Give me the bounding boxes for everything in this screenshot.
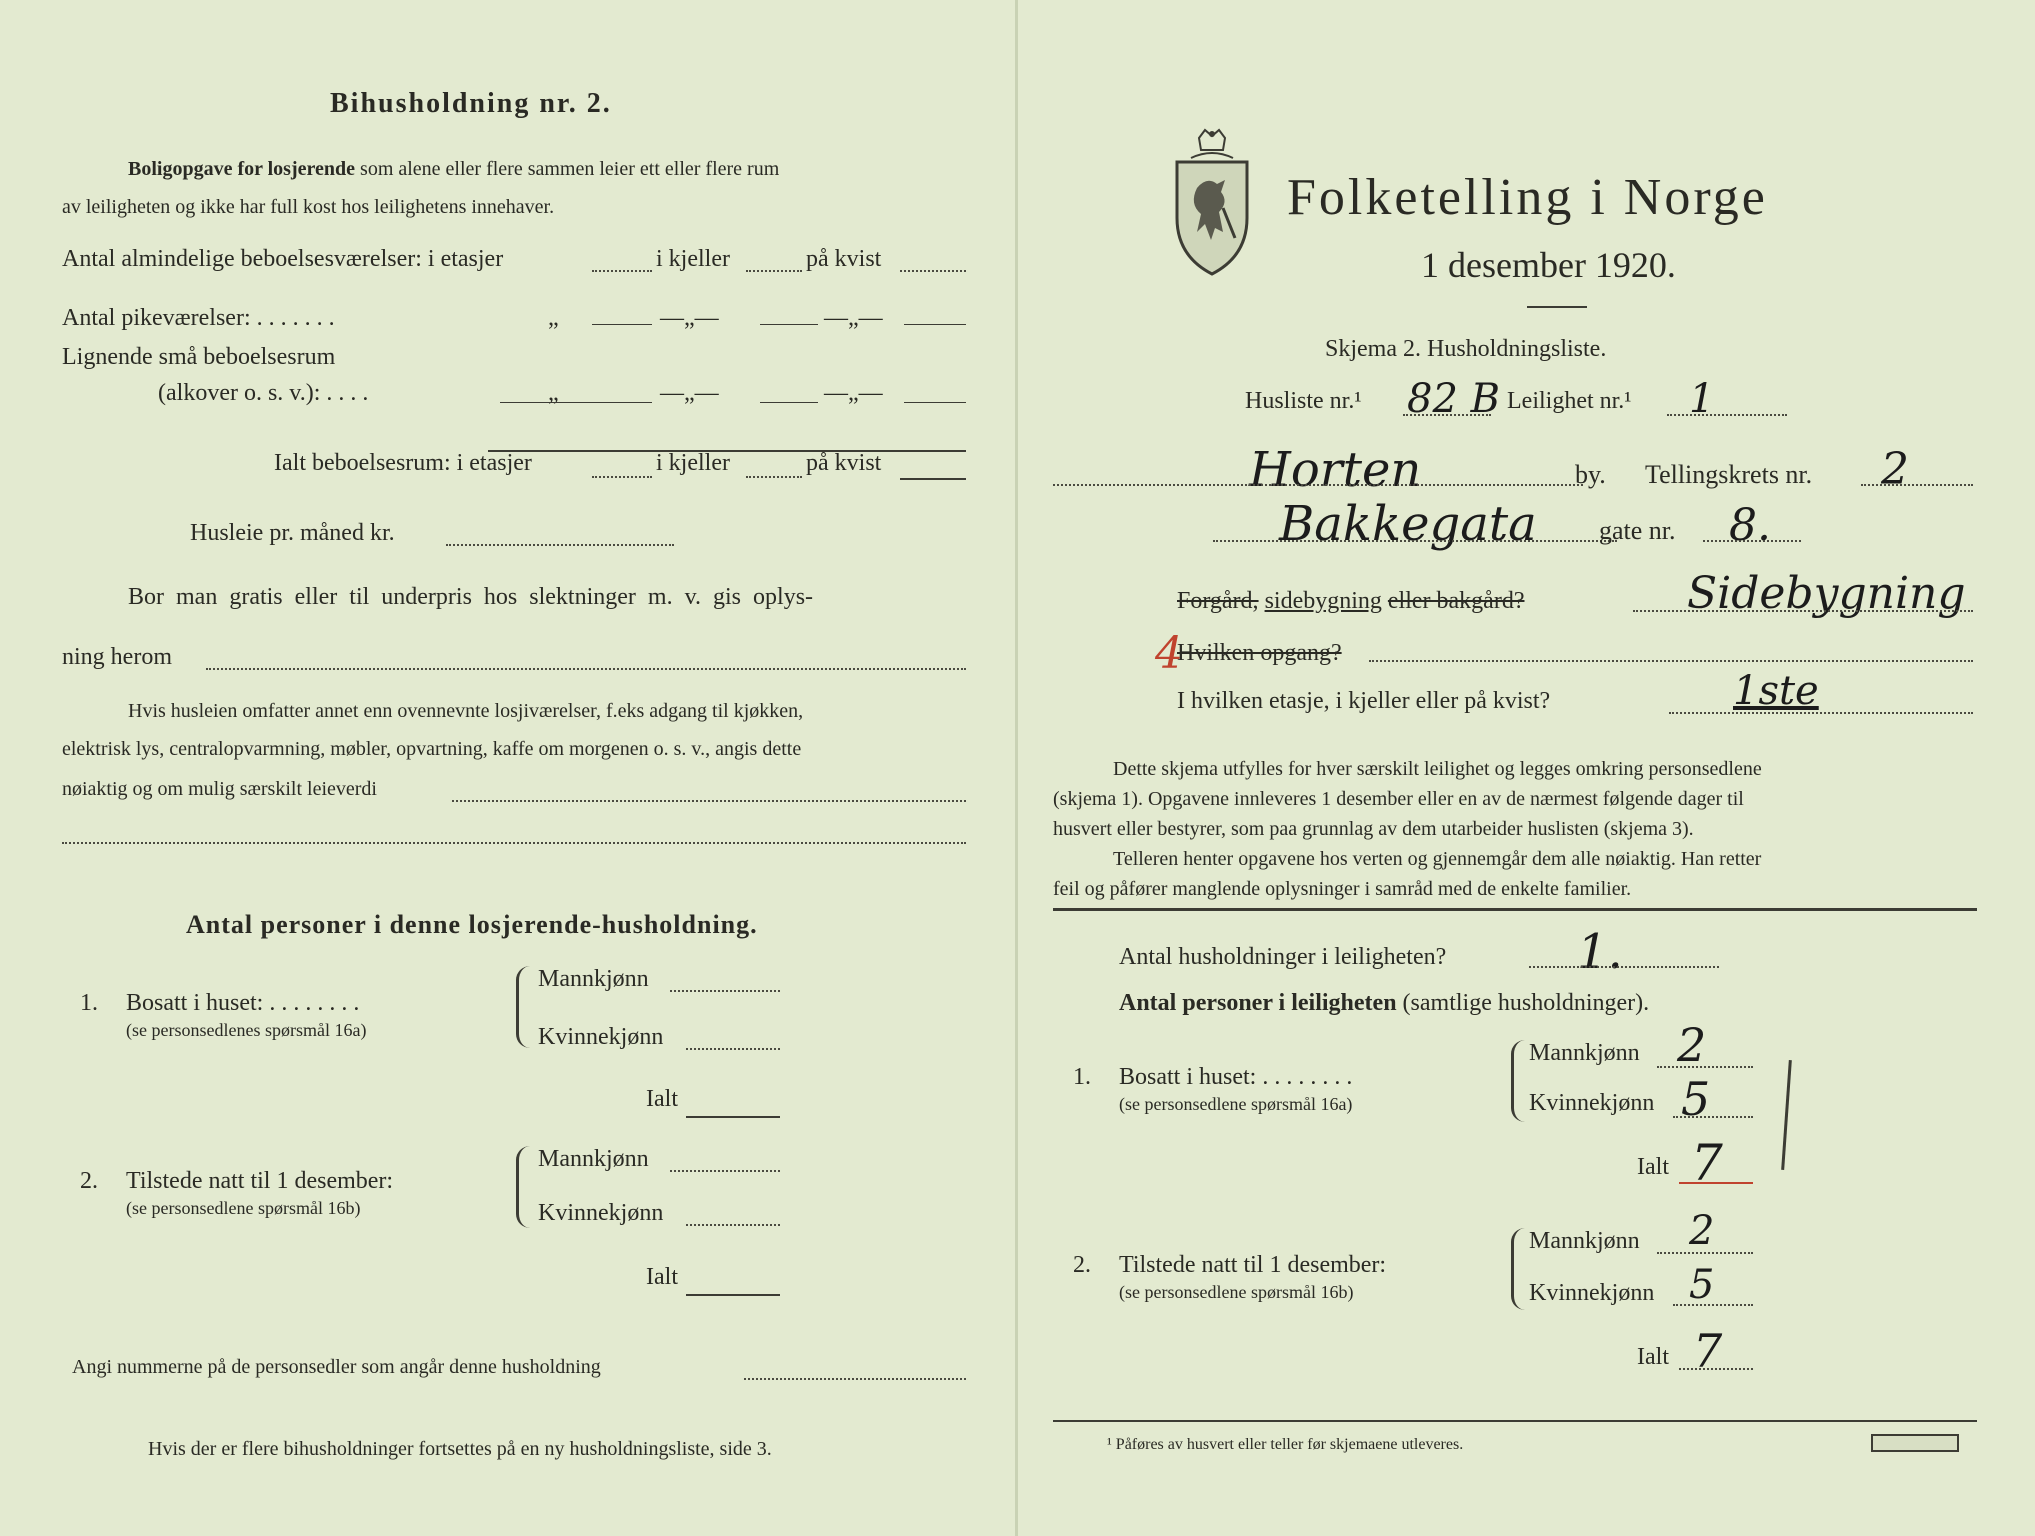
- husleie-label: Husleie pr. måned kr.: [190, 520, 395, 546]
- left-q1-ialt-label: Ialt: [646, 1086, 678, 1112]
- right-q1-mann-field: [1657, 1066, 1753, 1068]
- city-value[interactable]: Horten: [1249, 442, 1422, 498]
- left-q2-kvinne-field[interactable]: [686, 1224, 780, 1226]
- husleie-field[interactable]: [446, 544, 674, 546]
- lignende-etasjer-field[interactable]: [500, 402, 652, 403]
- ialt-kjeller-field[interactable]: [746, 476, 802, 478]
- ialt-etasjer-field[interactable]: [592, 476, 652, 478]
- hvis-line1: Hvis husleien omfatter annet enn ovennevnte losjiværelser, f.eks adgang til kjøkken,: [128, 700, 804, 722]
- lignende-kvist-field[interactable]: [904, 402, 966, 403]
- left-q2-label: Tilstede natt til 1 desember:: [126, 1168, 394, 1194]
- ialt-kvist-label: på kvist: [806, 450, 882, 476]
- angi-label: Angi nummerne på de personsedler som angår denne husholdning: [72, 1356, 601, 1378]
- right-q2-num: 2.: [1073, 1252, 1091, 1278]
- bor-man-line2: ning herom: [62, 644, 172, 670]
- left-q2-ialt-label: Ialt: [646, 1264, 678, 1290]
- pike-kjeller-field[interactable]: [760, 324, 818, 325]
- left-q2-brace: [516, 1146, 533, 1228]
- left-q1-mann-field[interactable]: [670, 990, 780, 992]
- right-q2-mann-label: Mannkjønn: [1529, 1228, 1640, 1254]
- left-q2-sub: (se personsedlene spørsmål 16b): [126, 1198, 361, 1218]
- husliste-field: [1403, 414, 1491, 416]
- right-q2-mann-value[interactable]: 2: [1689, 1208, 1715, 1254]
- rooms-kjeller-field[interactable]: [746, 270, 802, 272]
- building-type-question: Forgård, sidebygning eller bakgård?: [1177, 588, 1525, 614]
- lignende-kjeller-field[interactable]: [760, 402, 818, 403]
- building-field: [1633, 610, 1973, 612]
- left-q1-kvinne-field[interactable]: [686, 1048, 780, 1050]
- ialt-kvist-field[interactable]: [900, 478, 966, 480]
- gate-value[interactable]: 8.: [1729, 500, 1771, 551]
- right-q1-ialt-field: [1679, 1182, 1753, 1184]
- right-q2-ialt-label: Ialt: [1637, 1344, 1669, 1370]
- left-q2-mann-label: Mannkjønn: [538, 1146, 649, 1172]
- lignende-label2: (alkover o. s. v.): . . . .: [158, 380, 369, 406]
- krets-field: [1861, 484, 1973, 486]
- street-field: [1213, 540, 1617, 542]
- left-q1-sub: (se personsedlenes spørsmål 16a): [126, 1020, 367, 1040]
- left-q1-label: Bosatt i huset: . . . . . . . .: [126, 990, 360, 1016]
- hvis-line2: elektrisk lys, centralopvarmning, møbler, opvartning, kaffe om morgenen o. s. v., angis dette: [62, 738, 802, 760]
- pike-ditto2: —„—: [660, 305, 719, 331]
- husliste-label: Husliste nr.¹: [1245, 388, 1362, 414]
- pike-etasjer-field[interactable]: [592, 324, 652, 325]
- leilighet-field: [1667, 414, 1787, 416]
- by-label: by.: [1575, 460, 1606, 489]
- ialt-label: Ialt beboelsesrum: i etasjer: [274, 450, 532, 476]
- info-para1-line1: Dette skjema utfylles for hver særskilt leilighet og legges omkring personsedlene: [1113, 758, 1762, 780]
- right-q1-num: 1.: [1073, 1064, 1091, 1090]
- left-title: Bihusholdning nr. 2.: [330, 88, 612, 119]
- krets-value[interactable]: 2: [1881, 444, 1909, 495]
- left-panel-bihusholdning: [0, 0, 1017, 1536]
- lignende-ditto: „: [548, 380, 559, 406]
- rooms-label: Antal almindelige beboelsesværelser: i etasjer: [62, 246, 504, 272]
- angi-field[interactable]: [744, 1378, 966, 1380]
- right-q1-sub: (se personsedlene spørsmål 16a): [1119, 1094, 1353, 1114]
- lignende-label1: Lignende små beboelsesrum: [62, 344, 336, 370]
- pike-ditto: „: [548, 305, 559, 331]
- rooms-kvist-field[interactable]: [900, 270, 966, 272]
- left-q1-kvinne-label: Kvinnekjønn: [538, 1024, 664, 1050]
- gate-label: gate nr.: [1599, 516, 1676, 545]
- info-para2-line1: Telleren henter opgavene hos verten og gjennemgår dem alle nøiaktig. Han retter: [1113, 848, 1762, 870]
- left-intro-line2: av leiligheten og ikke har full kost hos leilighetens innehaver.: [62, 196, 555, 218]
- building-value[interactable]: Sidebygning: [1687, 568, 1966, 619]
- right-q1-ialt-value[interactable]: 7: [1691, 1134, 1723, 1192]
- leilighet-value[interactable]: 1: [1689, 376, 1715, 422]
- right-q1-kvinne-value[interactable]: 5: [1681, 1072, 1711, 1126]
- right-q1-kvinne-field: [1673, 1116, 1753, 1118]
- footnote-rule: [1053, 1420, 1977, 1422]
- right-title: Folketelling i Norge: [1287, 169, 1768, 226]
- street-value[interactable]: Bakkegata: [1279, 496, 1537, 552]
- pike-kvist-field[interactable]: [904, 324, 966, 325]
- antal-hush-label: Antal husholdninger i leiligheten?: [1119, 944, 1447, 970]
- lignende-ditto2: —„—: [660, 380, 719, 406]
- bor-man-line1: Bor man gratis eller til underpris hos slektninger m. v. gis oplys-: [128, 584, 814, 610]
- left-intro-line1: Boligopgave for losjerende som alene eller flere sammen leier ett eller flere rum: [128, 158, 780, 180]
- right-q2-brace: [1511, 1228, 1528, 1310]
- etasje-label: I hvilken etasje, i kjeller eller på kvist?: [1177, 688, 1551, 714]
- rooms-kvist-label: på kvist: [806, 246, 882, 272]
- rooms-etasjer-field[interactable]: [592, 270, 652, 272]
- left-q1-mann-label: Mannkjønn: [538, 966, 649, 992]
- left-q1-num: 1.: [80, 990, 98, 1016]
- right-q2-mann-field: [1657, 1252, 1753, 1254]
- antal-hush-field: [1529, 966, 1719, 968]
- norwegian-coat-of-arms-icon: [1169, 128, 1255, 278]
- right-q2-ialt-value[interactable]: 7: [1693, 1324, 1723, 1378]
- check-mark: [1781, 1060, 1792, 1170]
- left-q1-brace: [516, 966, 533, 1048]
- info-para1-line3: husvert eller bestyrer, som paa grunnlag av dem utarbeider huslisten (skjema 3).: [1053, 818, 1694, 840]
- rooms-kjeller-label: i kjeller: [656, 246, 730, 272]
- left-footer: Hvis der er flere bihusholdninger fortsettes på en ny husholdningsliste, side 3.: [148, 1438, 772, 1460]
- left-q2-ialt-field[interactable]: [686, 1294, 780, 1296]
- antal-hush-value[interactable]: 1.: [1577, 924, 1623, 980]
- right-q2-kvinne-value[interactable]: 5: [1689, 1262, 1715, 1308]
- bor-man-field[interactable]: [206, 668, 966, 670]
- pike-label: Antal pikeværelser: . . . . . . .: [62, 305, 335, 331]
- hvis-line3: nøiaktig og om mulig særskilt leieverdi: [62, 778, 377, 800]
- right-q1-brace: [1511, 1040, 1528, 1122]
- right-date: 1 desember 1920.: [1421, 245, 1676, 285]
- right-q2-kvinne-field: [1673, 1304, 1753, 1306]
- right-footnote: ¹ Påføres av husvert eller teller før skjemaene utleveres.: [1107, 1436, 1464, 1453]
- city-field: [1053, 484, 1583, 486]
- right-q2-ialt-field: [1679, 1368, 1753, 1370]
- krets-label: Tellingskrets nr.: [1645, 460, 1813, 489]
- opgang-mark: 4: [1155, 628, 1183, 679]
- right-q1-mann-label: Mannkjønn: [1529, 1040, 1640, 1066]
- left-q1-ialt-field[interactable]: [686, 1116, 780, 1118]
- right-panel-husholdningsliste: [1017, 0, 2035, 1536]
- husliste-value[interactable]: 82 B: [1407, 376, 1501, 422]
- left-q2-num: 2.: [80, 1168, 98, 1194]
- title-rule: [1527, 306, 1587, 308]
- printer-stamp: [1871, 1434, 1959, 1452]
- left-q2-kvinne-label: Kvinnekjønn: [538, 1200, 664, 1226]
- right-q1-label: Bosatt i huset: . . . . . . . .: [1119, 1064, 1353, 1090]
- section-rule: [1053, 908, 1977, 911]
- skjema-label: Skjema 2. Husholdningsliste.: [1325, 336, 1607, 362]
- lignende-ditto3: —„—: [824, 380, 883, 406]
- opgang-label: Hvilken opgang?: [1177, 640, 1342, 666]
- left-persons-title: Antal personer i denne losjerende-husholdning.: [186, 910, 758, 939]
- etasje-field: [1669, 712, 1973, 714]
- leieverdi-field[interactable]: [452, 800, 966, 802]
- right-q1-mann-value[interactable]: 2: [1677, 1018, 1707, 1072]
- info-para2-line2: feil og påfører manglende oplysninger i samråd med de enkelte familier.: [1053, 878, 1632, 900]
- etasje-value[interactable]: 1ste: [1733, 668, 1819, 714]
- leilighet-label: Leilighet nr.¹: [1507, 388, 1632, 414]
- opgang-field[interactable]: [1369, 660, 1973, 662]
- gate-field: [1703, 540, 1801, 542]
- right-q1-ialt-label: Ialt: [1637, 1154, 1669, 1180]
- info-para1-line2: (skjema 1). Opgavene innleveres 1 desember eller en av de nærmest følgende dager til: [1053, 788, 1744, 810]
- right-q2-sub: (se personsedlene spørsmål 16b): [1119, 1282, 1354, 1302]
- pike-ditto3: —„—: [824, 305, 883, 331]
- right-q2-label: Tilstede natt til 1 desember:: [1119, 1252, 1387, 1278]
- right-persons-title: Antal personer i leiligheten (samtlige husholdninger).: [1119, 990, 1650, 1016]
- right-q2-kvinne-label: Kvinnekjønn: [1529, 1280, 1655, 1306]
- left-q2-mann-field[interactable]: [670, 1170, 780, 1172]
- ialt-kjeller-label: i kjeller: [656, 450, 730, 476]
- leieverdi-field-2[interactable]: [62, 842, 966, 844]
- right-q1-kvinne-label: Kvinnekjønn: [1529, 1090, 1655, 1116]
